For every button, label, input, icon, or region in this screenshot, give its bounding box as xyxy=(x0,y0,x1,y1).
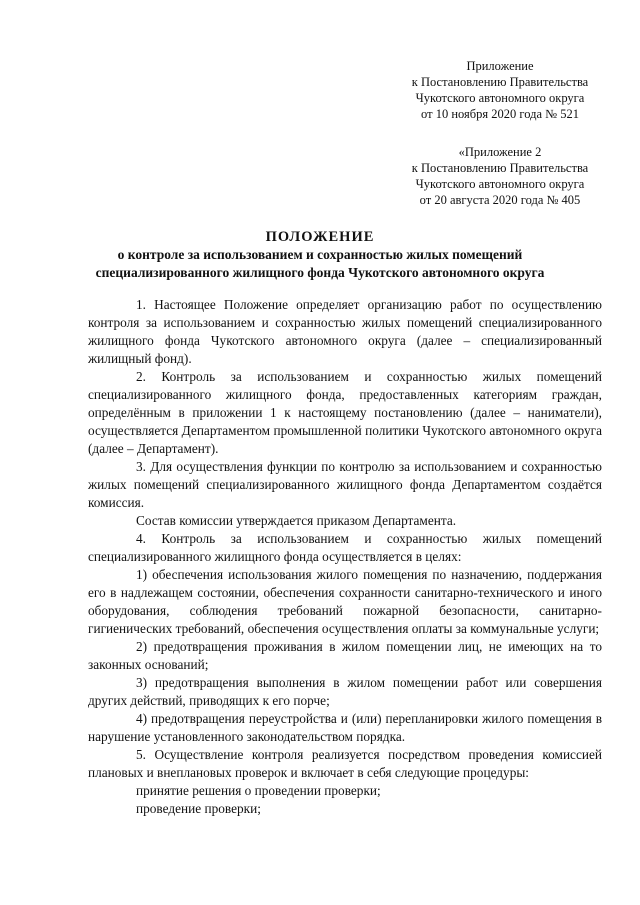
title-subtitle-line-1: о контроле за использованием и сохранностью жилых помещений xyxy=(117,247,523,262)
paragraph-5-procedure-1: принятие решения о проведении проверки; xyxy=(136,783,381,798)
title-subtitle-line-2: специализированного жилищного фонда Чукотского автономного округа xyxy=(95,265,545,280)
appendix-line: Чукотского автономного округа xyxy=(415,91,585,105)
appendix-line: Приложение xyxy=(466,59,534,73)
paragraph-3-commission: Состав комиссии утверждается приказом Департамента. xyxy=(136,513,457,528)
paragraph-4-item-3: 3) предотвращения выполнения в жилом помещении работ или совершения других действий, приводящих к его порче; xyxy=(88,675,602,708)
appendix-line: к Постановлению Правительства xyxy=(411,161,589,175)
document-title xyxy=(40,228,600,282)
appendix-note-2 xyxy=(380,144,620,208)
title-main: ПОЛОЖЕНИЕ xyxy=(265,229,375,245)
paragraph-4-item-1: 1) обеспечения использования жилого помещения по назначению, поддержания его в надлежащем состоянии, обеспечения сохранности санитарно-технического и иного оборудования, соблюдения требований пожарной безопасности, санитарно-гигиенических требований, обеспечения осуществления оплаты за коммунальные услуги; xyxy=(88,567,602,636)
appendix-line: от 20 августа 2020 года № 405 xyxy=(419,193,581,207)
appendix-line: «Приложение 2 xyxy=(458,145,542,159)
appendix-line: Чукотского автономного округа xyxy=(415,177,585,191)
paragraph-5-procedure-2: проведение проверки; xyxy=(136,801,261,816)
document-body xyxy=(88,296,602,818)
paragraph-5: 5. Осуществление контроля реализуется посредством проведения комиссией плановых и внеплановых проверок и включает в себя следующие процедуры: xyxy=(88,747,602,780)
paragraph-4: 4. Контроль за использованием и сохранностью жилых помещений специализированного жилищного фонда осуществляется в целях: xyxy=(88,531,602,564)
appendix-note-1 xyxy=(380,58,620,122)
paragraph-4-item-4: 4) предотвращения переустройства и (или) перепланировки жилого помещения в нарушение установленного законодательством порядка. xyxy=(88,711,602,744)
paragraph-3: 3. Для осуществления функции по контролю за использованием и сохранностью жилых помещений специализированного жилищного фонда Департаментом создаётся комиссия. xyxy=(88,459,602,510)
paragraph-1: 1. Настоящее Положение определяет организацию работ по осуществлению контроля за использованием и сохранностью жилых помещений специализированного жилищного фонда Чукотского автономного округа (далее – специализированный жилищный фонд). xyxy=(88,297,602,366)
appendix-line: от 10 ноября 2020 года № 521 xyxy=(421,107,579,121)
paragraph-4-item-2: 2) предотвращения проживания в жилом помещении лиц, не имеющих на то законных оснований; xyxy=(88,639,602,672)
appendix-line: к Постановлению Правительства xyxy=(411,75,589,89)
paragraph-2: 2. Контроль за использованием и сохранностью жилых помещений специализированного жилищного фонда, предоставленных категориям граждан, определённым в приложении 1 к настоящему постановлению (далее – наниматели), осуществляется Департаментом промышленной политики Чукотского автономного округа (далее – Департамент). xyxy=(88,369,602,456)
